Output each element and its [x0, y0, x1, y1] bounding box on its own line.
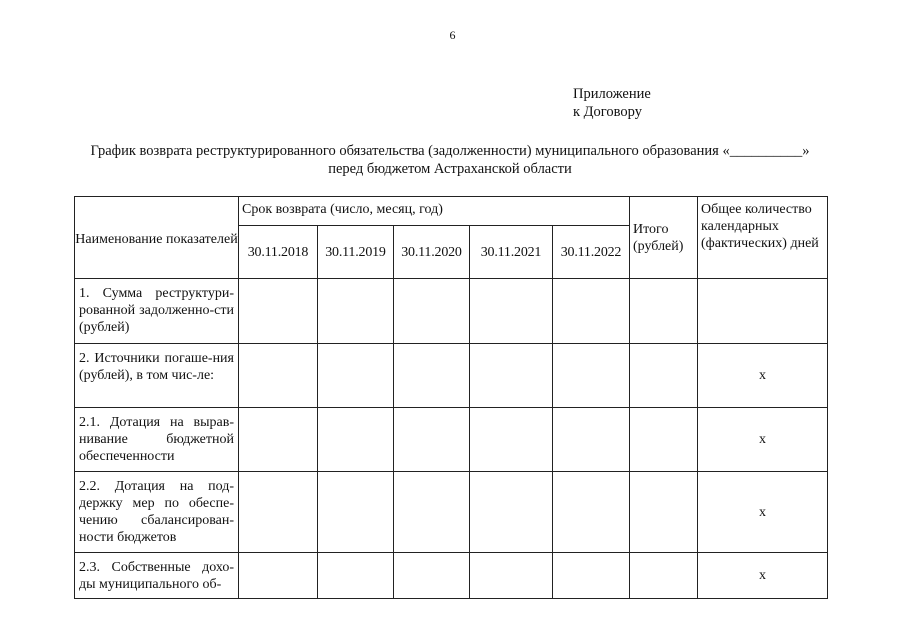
header-date: 30.11.2021 [470, 226, 553, 279]
table-cell [470, 279, 553, 344]
document-title [60, 142, 840, 178]
table-cell [239, 408, 318, 472]
table-cell [470, 344, 553, 408]
table-cell [394, 553, 470, 599]
table-cell [394, 344, 470, 408]
table-cell [318, 472, 394, 553]
appendix-line-2: к Договору [573, 104, 642, 120]
table-cell [553, 472, 630, 553]
table-cell [318, 344, 394, 408]
row-label: 1. Сумма реструктури-рованной задолженно-сти (рублей) [75, 279, 239, 344]
table-row [75, 344, 828, 408]
table-cell [318, 553, 394, 599]
table-cell [318, 408, 394, 472]
document-title-line-1: График возврата реструктурированного обязательства (задолженности) муниципального образования «__________» [90, 143, 810, 159]
table-cell [553, 344, 630, 408]
table-cell [630, 553, 698, 599]
header-repayment-term: Срок возврата (число, месяц, год) [239, 197, 630, 226]
table-cell [630, 408, 698, 472]
table-cell [630, 472, 698, 553]
header-indicator-name: Наименование показателей [75, 197, 239, 279]
table-cell [239, 553, 318, 599]
table-cell [470, 553, 553, 599]
header-date: 30.11.2018 [239, 226, 318, 279]
table-cell [470, 408, 553, 472]
header-row-1 [75, 197, 828, 226]
repayment-schedule-table [74, 196, 828, 599]
row-label: 2. Источники погаше-ния (рублей), в том чис-ле: [75, 344, 239, 408]
table-row [75, 553, 828, 599]
header-date: 30.11.2019 [318, 226, 394, 279]
header-total: Итого (рублей) [630, 197, 698, 279]
table-cell [553, 553, 630, 599]
table-cell [553, 279, 630, 344]
table-cell [630, 344, 698, 408]
appendix-line-1: Приложение [573, 86, 651, 102]
header-date: 30.11.2020 [394, 226, 470, 279]
table-cell [394, 408, 470, 472]
days-cell: х [698, 408, 828, 472]
days-cell [698, 279, 828, 344]
table-cell [239, 279, 318, 344]
table-row [75, 279, 828, 344]
table-cell [394, 472, 470, 553]
header-calendar-days: Общее количество календарных (фактических) дней [698, 197, 828, 279]
table-cell [318, 279, 394, 344]
row-label: 2.1. Дотация на вырав-нивание бюджетной обеспеченности [75, 408, 239, 472]
days-cell: х [698, 344, 828, 408]
table-cell [239, 344, 318, 408]
header-date: 30.11.2022 [553, 226, 630, 279]
row-label: 2.3. Собственные дохо-ды муниципального об- [75, 553, 239, 599]
appendix-note [573, 85, 651, 121]
table-cell [553, 408, 630, 472]
document-title-line-2: перед бюджетом Астраханской области [328, 161, 572, 177]
row-label: 2.2. Дотация на под-держку мер по обеспе-чению сбалансирован-ности бюджетов [75, 472, 239, 553]
table-cell [470, 472, 553, 553]
page-number: 6 [449, 28, 456, 42]
days-cell: х [698, 553, 828, 599]
table-row [75, 408, 828, 472]
days-cell: х [698, 472, 828, 553]
table-cell [394, 279, 470, 344]
table-cell [630, 279, 698, 344]
table-cell [239, 472, 318, 553]
table-row [75, 472, 828, 553]
